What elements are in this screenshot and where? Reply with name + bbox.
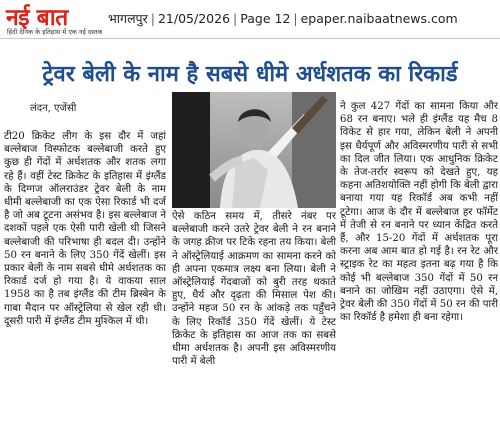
page-number: Page 12 xyxy=(240,11,291,26)
cricketer-photo-graphic xyxy=(172,92,336,208)
logo-title: नई बात xyxy=(6,5,68,31)
separator: | xyxy=(150,11,155,26)
column-2-text: ऐसे कठिन समय में, तीसरे नंबर पर बल्लेबाजी करने उतरे ट्रेवर बेली ने रन बनाने के जगह क्रीज पर टिके रहना तय किया। बेली ने ऑस्ट्रेलियाई आक्रमण का सामना करने को ही अपना एकमात्र लक्ष्य बना लिया। बेली ने ऑस्ट्रेलियाई गेंदबाजों को बुरी तरह थकाते हुए, धैर्य और दृढ़ता की मिसाल पेश की। उन्होंने महज 50 रन के आंकड़े तक पहुँचने के लिए रिकॉर्ड 350 गेंदें खेलीं। ये टेस्ट क्रिकेट के इतिहास का आज तक का सबसे धीमा अर्धशतक है। अपनी इस अविस्मरणीय पारी में बेली xyxy=(172,211,336,368)
logo-tagline: हिंदी देनिक के इतिहास में एक नई दस्तक xyxy=(7,28,103,36)
separator: | xyxy=(293,11,298,26)
article-column-1 xyxy=(4,130,166,440)
column-1-text: टी20 क्रिकेट लीग के इस दौर में जहां बल्लेबाज विस्फोटक बल्लेबाजी करते हुए कुछ ही गेंदों में अर्धशतक और शतक लगा रहे हैं। वहीं टेस्ट क्रिकेट के इतिहास में इंग्लैंड के दिग्गज ऑलराउंडर ट्रेवर बेली के नाम धीमी बल्लेबाजी का एक ऐसा रिकार्ड भी दर्ज है जो अब टूटना असंभव है। इस बल्लेबाज ने दशकों पहले एक ऐसी पारी खेली थी जिसने बल्लेबाजी की परिभाषा ही बदल दी। उन्होंने 50 रन बनाने के लिए 350 गेंदें खेलीं। इस प्रकार बेली के नाम सबसे धीमे अर्धशतक का रिकार्ड दर्ज हो गया है। ये वाकया साल 1958 का है तब इंग्लैंड की टीम ब्रिस्बेन के गाबा मैदान पर ऑस्ट्रेलिया से खेल रही थी। दूसरी पारी में इंग्लैंड टीम मुश्किल में थी। xyxy=(4,131,166,327)
edition-date: 21/05/2026 xyxy=(157,11,231,26)
newspaper-logo[interactable] xyxy=(6,3,103,36)
cricketer-photo xyxy=(172,92,336,208)
article-byline: लंदन, एजेंसी xyxy=(30,103,77,114)
masthead xyxy=(0,0,500,39)
article-headline: ट्रेवर बेली के नाम है सबसे धीमे अर्धशतक का रिकार्ड xyxy=(42,62,458,87)
website-link[interactable]: epaper.naibaatnews.com xyxy=(300,11,458,26)
edition-city: भागलपुर xyxy=(108,11,148,26)
article-column-2 xyxy=(172,210,336,440)
separator: | xyxy=(233,11,238,26)
article-column-3 xyxy=(340,100,498,440)
edition-info xyxy=(108,10,458,27)
column-3-text: ने कुल 427 गेंदों का सामना किया और 68 रन बनाए। भले ही इंग्लैंड यह मैच 8 विकेट से हार गया, लेकिन बेली ने अपनी इस धैर्यपूर्ण और अविस्मरणीय पारी से सभी का दिल जीत लिया। एक आधुनिक क्रिकेट के तेज-तर्रार स्वरूप को देखते हुए, यह कहना अतिशयोक्ति नहीं होगी कि बेली द्वारा बनाया गया यह रिकॉर्ड अब कभी नहीं टूटेगा। आज के दौर में बल्लेबाज हर फॉर्मेट में तेजी से रन बनाने पर ध्यान केंद्रित करते हैं, और 15-20 गेंदों में अर्धशतक पूरा करना अब आम बात हो गई है। रन रेट और स्ट्राइक रेट का महत्व इतना बढ़ गया है कि कोई भी बल्लेबाज 350 गेंदों में 50 रन बनाने का जोखिम नहीं उठाएगा। ऐसे में, ट्रेवर बेली की 350 गेंदों में 50 रन की पारी का रिकॉर्ड है हमेशा ही बना रहेगा। xyxy=(340,101,498,324)
